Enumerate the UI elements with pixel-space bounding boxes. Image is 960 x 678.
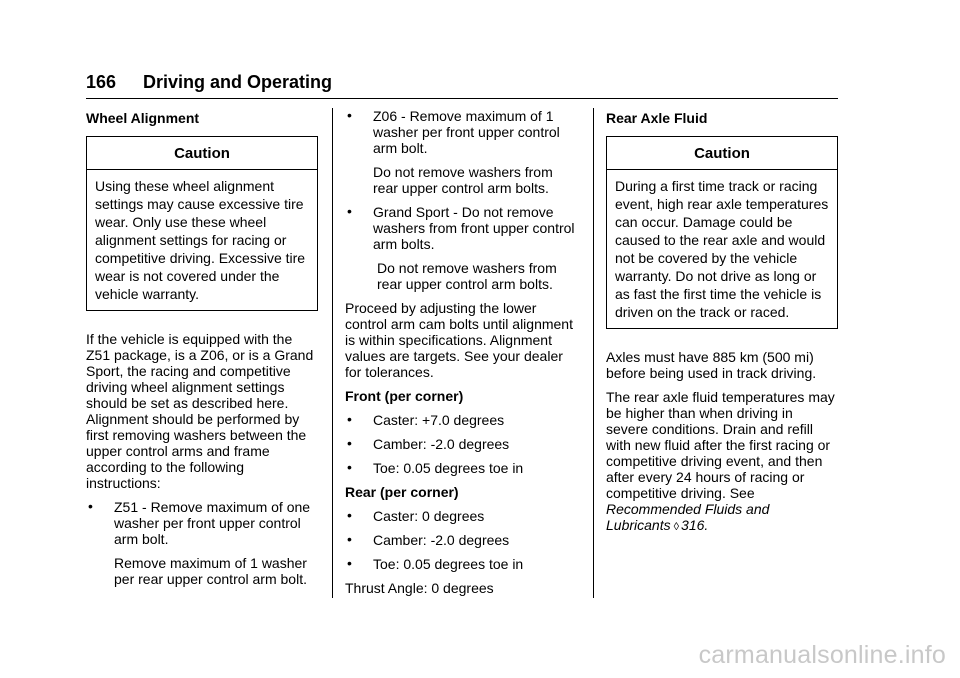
fluids-reference-link[interactable]: Recommended Fluids and Lubricants [606, 501, 770, 533]
page-number: 166 [86, 72, 117, 92]
front-caster: Caster: +7.0 degrees [373, 412, 505, 428]
z51-rear-instruction: Remove maximum of 1 washer per rear upper control arm bolt. [114, 555, 307, 587]
z06-rear-instruction: Do not remove washers from rear upper control arm bolts. [373, 164, 553, 196]
front-heading: Front (per corner) [345, 388, 464, 404]
watermark: carmanualsonline.info [698, 641, 946, 669]
rear-caster: Caster: 0 degrees [373, 508, 485, 524]
bullet-icon: • [347, 411, 352, 427]
list-item [345, 204, 577, 252]
bullet-icon: • [347, 435, 352, 451]
bullet-icon: • [347, 555, 352, 571]
list-item [345, 508, 577, 524]
rear-axle-caution-box [606, 136, 838, 329]
column-divider-2 [593, 108, 594, 598]
column-1 [86, 108, 318, 595]
thrust-angle: Thrust Angle: 0 degrees [345, 580, 494, 596]
bullet-icon: • [347, 531, 352, 547]
list-item [345, 532, 577, 548]
list-item [345, 436, 577, 452]
section-title: Driving and Operating [143, 72, 333, 92]
front-toe: Toe: 0.05 degrees toe in [373, 460, 524, 476]
wheel-alignment-heading: Wheel Alignment [86, 110, 200, 126]
reference-page-number[interactable]: 316. [681, 517, 709, 533]
caution-text: Using these wheel alignment settings may cause excessive tire wear. Only use these wheel alignment settings for racing or competitive driving. Excessive tire wear is not covered under the vehicle warranty. [95, 178, 306, 302]
page-header [86, 70, 838, 99]
column-3 [606, 108, 838, 543]
page-reference-icon: ◊ [673, 521, 680, 533]
alignment-intro-paragraph: If the vehicle is equipped with the Z51 package, is a Z06, or is a Grand Sport, the racing and competitive driving wheel alignment settings should be set as described here. Alignment should be performed by first removing washers between the upper control arms and frame according to the following instructions: [86, 331, 314, 491]
rear-camber: Camber: -2.0 degrees [373, 532, 510, 548]
bullet-icon: • [347, 507, 352, 523]
wheel-alignment-caution-box [86, 136, 318, 311]
rear-axle-fluid-heading: Rear Axle Fluid [606, 110, 708, 126]
caution-text: During a first time track or racing event, high rear axle temperatures can occur. Damage could be caused to the rear axle and would not be covered by the vehicle warranty. Do not drive as long or as fast the first time the vehicle is driven on the track or raced. [615, 178, 829, 320]
front-camber: Camber: -2.0 degrees [373, 436, 510, 452]
rear-heading: Rear (per corner) [345, 484, 459, 500]
list-item [345, 412, 577, 428]
adjustment-paragraph: Proceed by adjusting the lower control arm cam bolts until alignment is within specifications. Alignment values are targets. See your dealer for tolerances. [345, 300, 573, 380]
axle-break-in-paragraph: Axles must have 885 km (500 mi) before being used in track driving. [606, 349, 817, 381]
rear-toe: Toe: 0.05 degrees toe in [373, 556, 524, 572]
list-item [345, 556, 577, 572]
grand-sport-rear-instruction: Do not remove washers from rear upper control arm bolts. [377, 260, 557, 292]
list-item [345, 108, 577, 156]
caution-title: Caution [87, 137, 317, 170]
z06-instruction: Z06 - Remove maximum of 1 washer per front upper control arm bolt. [373, 108, 560, 156]
caution-title: Caution [607, 137, 837, 170]
column-2 [345, 108, 577, 604]
grand-sport-instruction: Grand Sport - Do not remove washers from front upper control arm bolts. [373, 204, 575, 252]
bullet-icon: • [347, 107, 352, 123]
bullet-icon: • [347, 459, 352, 475]
column-divider-1 [332, 108, 333, 598]
bullet-icon: • [88, 498, 93, 514]
list-item [345, 460, 577, 476]
axle-fluid-paragraph [606, 389, 838, 535]
z51-instruction: Z51 - Remove maximum of one washer per front upper control arm bolt. [114, 499, 311, 547]
list-item [86, 499, 318, 547]
bullet-icon: • [347, 203, 352, 219]
axle-fluid-text: The rear axle fluid temperatures may be higher than when driving in severe conditions. Drain and refill with new fluid after the first racing or competitive driving event, and then after every 24 hours of racing or competitive driving. See [606, 389, 835, 501]
